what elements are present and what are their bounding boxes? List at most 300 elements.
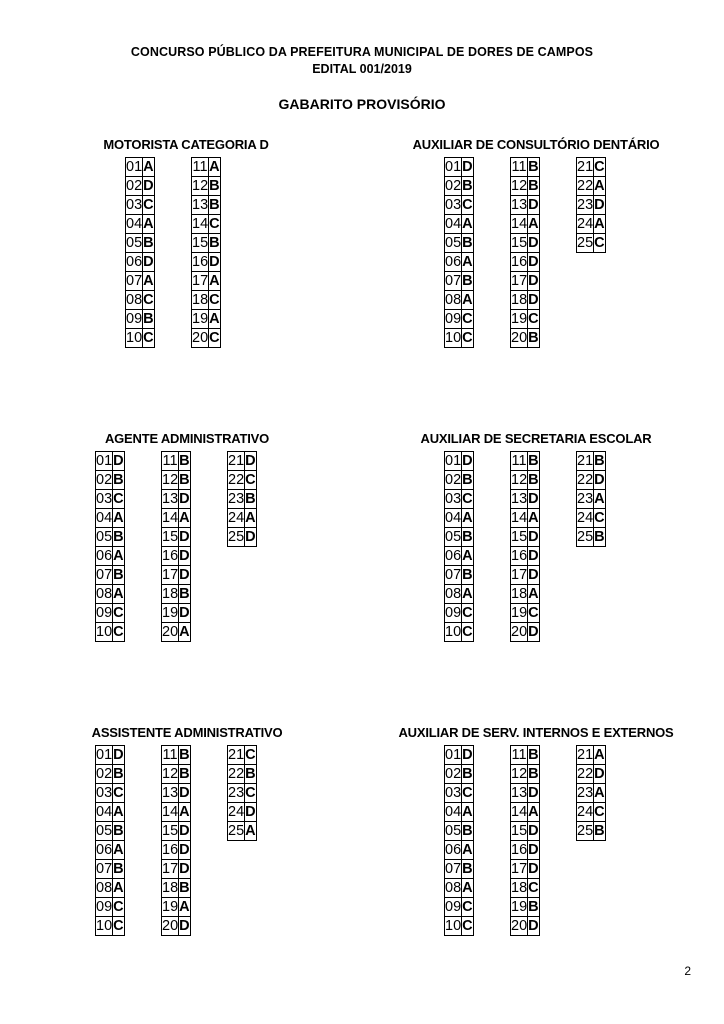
question-number: 02 xyxy=(96,472,113,488)
answer-letter: B xyxy=(143,311,154,327)
answer-letter: D xyxy=(528,567,539,583)
answer-letter: A xyxy=(143,216,154,232)
question-number: 19 xyxy=(511,605,528,621)
question-number: 09 xyxy=(445,899,462,915)
answer-letter: D xyxy=(179,861,190,877)
answer-letter: D xyxy=(113,453,124,469)
question-number: 09 xyxy=(445,605,462,621)
question-number: 24 xyxy=(577,216,594,232)
question-number: 19 xyxy=(511,311,528,327)
question-number: 05 xyxy=(445,823,462,839)
answer-row xyxy=(162,452,191,471)
question-number: 01 xyxy=(445,159,462,175)
answer-letter: C xyxy=(594,159,605,175)
answer-letter: C xyxy=(209,216,220,232)
question-number: 14 xyxy=(511,216,528,232)
answer-letter: B xyxy=(528,766,539,782)
answer-letter: B xyxy=(209,178,220,194)
answer-letter: A xyxy=(113,880,124,896)
answer-letter: C xyxy=(528,605,539,621)
answer-row xyxy=(445,822,474,841)
answer-row xyxy=(96,822,125,841)
answer-row xyxy=(192,177,221,196)
question-number: 15 xyxy=(511,529,528,545)
question-number: 13 xyxy=(511,491,528,507)
answer-row xyxy=(192,310,221,329)
question-number: 22 xyxy=(228,472,245,488)
question-number: 10 xyxy=(126,330,143,346)
answer-row xyxy=(192,158,221,177)
question-number: 09 xyxy=(445,311,462,327)
question-number: 16 xyxy=(511,842,528,858)
answer-row xyxy=(511,879,540,898)
answer-letter: B xyxy=(462,273,473,289)
answer-row xyxy=(162,860,191,879)
question-number: 16 xyxy=(192,254,209,270)
question-number: 15 xyxy=(511,823,528,839)
answer-row xyxy=(162,528,191,547)
answer-letter: B xyxy=(528,747,539,763)
question-number: 19 xyxy=(162,605,179,621)
answer-letter: D xyxy=(143,254,154,270)
question-number: 13 xyxy=(162,785,179,801)
question-number: 14 xyxy=(511,804,528,820)
question-number: 06 xyxy=(445,842,462,858)
answer-letter: D xyxy=(528,254,539,270)
question-number: 14 xyxy=(192,216,209,232)
question-number: 04 xyxy=(445,510,462,526)
answer-row xyxy=(162,490,191,509)
answer-letter: D xyxy=(528,823,539,839)
question-number: 08 xyxy=(96,880,113,896)
answer-letter: D xyxy=(594,197,605,213)
question-number: 08 xyxy=(445,880,462,896)
question-number: 05 xyxy=(96,823,113,839)
answer-letter: A xyxy=(179,510,190,526)
answer-row xyxy=(445,566,474,585)
question-number: 18 xyxy=(162,586,179,602)
answer-letter: A xyxy=(209,311,220,327)
answer-row xyxy=(192,329,221,348)
question-number: 25 xyxy=(577,529,594,545)
answer-row xyxy=(511,841,540,860)
question-number: 08 xyxy=(445,292,462,308)
answer-letter: C xyxy=(462,197,473,213)
question-number: 08 xyxy=(126,292,143,308)
answer-letter: D xyxy=(179,548,190,564)
answer-letter: C xyxy=(528,311,539,327)
section-title: AGENTE ADMINISTRATIVO xyxy=(104,431,270,446)
answer-column xyxy=(444,451,474,642)
answer-letter: A xyxy=(528,804,539,820)
answer-row xyxy=(228,803,257,822)
answer-letter: A xyxy=(245,510,256,526)
answer-letter: A xyxy=(179,804,190,820)
question-number: 20 xyxy=(511,918,528,934)
answer-row xyxy=(192,215,221,234)
question-number: 16 xyxy=(511,254,528,270)
answer-letter: A xyxy=(209,159,220,175)
answer-row xyxy=(162,547,191,566)
answer-letter: C xyxy=(462,785,473,801)
answer-row xyxy=(577,234,606,253)
question-number: 05 xyxy=(96,529,113,545)
answer-letter: B xyxy=(113,861,124,877)
question-number: 05 xyxy=(126,235,143,251)
answer-letter: C xyxy=(594,235,605,251)
section-title: AUXILIAR DE SERV. INTERNOS E EXTERNOS xyxy=(398,725,674,740)
answer-row xyxy=(511,272,540,291)
answer-row xyxy=(511,291,540,310)
answer-letter: A xyxy=(113,842,124,858)
question-number: 18 xyxy=(511,880,528,896)
answer-letter: B xyxy=(594,823,605,839)
question-number: 05 xyxy=(445,235,462,251)
question-number: 10 xyxy=(445,330,462,346)
answer-letter: A xyxy=(528,586,539,602)
section-title: AUXILIAR DE CONSULTÓRIO DENTÁRIO xyxy=(412,137,660,152)
answer-row xyxy=(445,860,474,879)
question-number: 24 xyxy=(228,804,245,820)
question-number: 20 xyxy=(511,330,528,346)
answer-row xyxy=(445,841,474,860)
answer-row xyxy=(162,746,191,765)
answer-letter: B xyxy=(462,823,473,839)
question-number: 11 xyxy=(511,453,527,469)
answer-row xyxy=(511,196,540,215)
question-number: 06 xyxy=(445,548,462,564)
answer-letter: D xyxy=(245,453,256,469)
answer-row xyxy=(445,234,474,253)
answer-letter: B xyxy=(143,235,154,251)
question-number: 12 xyxy=(511,766,528,782)
answer-row xyxy=(511,158,540,177)
answer-letter: B xyxy=(528,159,539,175)
answer-letter: C xyxy=(113,605,124,621)
answer-row xyxy=(96,509,125,528)
answer-letter: B xyxy=(245,491,256,507)
answer-row xyxy=(577,528,606,547)
answer-row xyxy=(577,158,606,177)
question-number: 19 xyxy=(162,899,179,915)
answer-letter: C xyxy=(594,804,605,820)
answer-row xyxy=(162,765,191,784)
question-number: 24 xyxy=(228,510,245,526)
answer-row xyxy=(511,917,540,936)
answer-row xyxy=(511,898,540,917)
header-edital: EDITAL 001/2019 xyxy=(312,62,412,76)
answer-letter: B xyxy=(528,899,539,915)
answer-row xyxy=(228,490,257,509)
answer-column xyxy=(510,451,540,642)
answer-row xyxy=(162,917,191,936)
answer-row xyxy=(511,528,540,547)
question-number: 21 xyxy=(577,159,594,175)
header-gabarito: GABARITO PROVISÓRIO xyxy=(278,96,446,112)
question-number: 13 xyxy=(511,785,528,801)
question-number: 24 xyxy=(577,804,594,820)
answer-row xyxy=(228,746,257,765)
answer-letter: D xyxy=(179,529,190,545)
answer-row xyxy=(577,452,606,471)
question-number: 25 xyxy=(228,529,245,545)
answer-letter: D xyxy=(245,804,256,820)
answer-letter: C xyxy=(143,292,154,308)
answer-row xyxy=(162,784,191,803)
answer-letter: D xyxy=(179,605,190,621)
answer-column xyxy=(576,745,606,841)
answer-row xyxy=(577,746,606,765)
answer-letter: C xyxy=(245,472,256,488)
answer-row xyxy=(96,547,125,566)
question-number: 11 xyxy=(511,747,527,763)
question-number: 03 xyxy=(96,785,113,801)
answer-letter: C xyxy=(245,747,256,763)
answer-letter: D xyxy=(113,747,124,763)
answer-letter: B xyxy=(209,235,220,251)
answer-letter: D xyxy=(179,491,190,507)
answer-column xyxy=(444,745,474,936)
answer-row xyxy=(445,253,474,272)
question-number: 20 xyxy=(511,624,528,640)
question-number: 09 xyxy=(96,899,113,915)
answer-row xyxy=(445,528,474,547)
answer-row xyxy=(511,566,540,585)
question-number: 02 xyxy=(445,766,462,782)
answer-letter: C xyxy=(594,510,605,526)
answer-row xyxy=(511,604,540,623)
answer-row xyxy=(577,509,606,528)
answer-letter: B xyxy=(528,178,539,194)
question-number: 15 xyxy=(192,235,209,251)
answer-row xyxy=(96,860,125,879)
header-title: CONCURSO PÚBLICO DA PREFEITURA MUNICIPAL DE DORES DE CAMPOS xyxy=(130,45,594,59)
answer-row xyxy=(96,879,125,898)
question-number: 05 xyxy=(445,529,462,545)
answer-letter: D xyxy=(209,254,220,270)
answer-row xyxy=(126,196,155,215)
answer-letter: B xyxy=(113,823,124,839)
answer-row xyxy=(96,528,125,547)
answer-letter: D xyxy=(462,747,473,763)
answer-letter: A xyxy=(113,548,124,564)
question-number: 14 xyxy=(511,510,528,526)
answer-row xyxy=(96,765,125,784)
question-number: 20 xyxy=(162,624,179,640)
answer-row xyxy=(162,879,191,898)
answer-row xyxy=(511,452,540,471)
answer-row xyxy=(577,490,606,509)
question-number: 21 xyxy=(577,453,594,469)
question-number: 06 xyxy=(445,254,462,270)
answer-row xyxy=(192,291,221,310)
answer-letter: D xyxy=(528,235,539,251)
question-number: 21 xyxy=(577,747,594,763)
answer-row xyxy=(162,898,191,917)
answer-letter: D xyxy=(179,823,190,839)
question-number: 08 xyxy=(445,586,462,602)
question-number: 23 xyxy=(577,785,594,801)
answer-letter: A xyxy=(528,216,539,232)
answer-letter: B xyxy=(209,197,220,213)
answer-letter: B xyxy=(594,529,605,545)
answer-row xyxy=(162,585,191,604)
question-number: 06 xyxy=(126,254,143,270)
answer-letter: D xyxy=(528,529,539,545)
question-number: 04 xyxy=(126,216,143,232)
answer-row xyxy=(445,509,474,528)
answer-letter: C xyxy=(462,899,473,915)
answer-column xyxy=(227,451,257,547)
answer-row xyxy=(445,490,474,509)
question-number: 13 xyxy=(511,197,528,213)
answer-row xyxy=(511,585,540,604)
answer-letter: D xyxy=(143,178,154,194)
answer-row xyxy=(192,272,221,291)
question-number: 15 xyxy=(162,529,179,545)
question-number: 09 xyxy=(126,311,143,327)
answer-letter: A xyxy=(462,586,473,602)
answer-letter: B xyxy=(113,529,124,545)
answer-row xyxy=(511,177,540,196)
answer-letter: B xyxy=(462,235,473,251)
answer-letter: D xyxy=(179,567,190,583)
answer-row xyxy=(577,822,606,841)
answer-row xyxy=(228,509,257,528)
answer-row xyxy=(511,234,540,253)
answer-row xyxy=(96,841,125,860)
answer-letter: C xyxy=(462,605,473,621)
answer-row xyxy=(445,329,474,348)
question-number: 25 xyxy=(577,823,594,839)
question-number: 13 xyxy=(162,491,179,507)
question-number: 22 xyxy=(577,766,594,782)
question-number: 02 xyxy=(96,766,113,782)
answer-row xyxy=(96,898,125,917)
question-number: 03 xyxy=(445,785,462,801)
answer-row xyxy=(577,803,606,822)
answer-letter: B xyxy=(462,861,473,877)
answer-letter: D xyxy=(179,842,190,858)
question-number: 17 xyxy=(162,567,179,583)
question-number: 20 xyxy=(162,918,179,934)
question-number: 22 xyxy=(577,178,594,194)
question-number: 12 xyxy=(162,766,179,782)
answer-letter: C xyxy=(143,197,154,213)
question-number: 18 xyxy=(511,292,528,308)
question-number: 02 xyxy=(445,472,462,488)
answer-row xyxy=(511,253,540,272)
question-number: 20 xyxy=(192,330,209,346)
question-number: 23 xyxy=(228,785,245,801)
answer-row xyxy=(192,234,221,253)
answer-letter: D xyxy=(528,624,539,640)
question-number: 07 xyxy=(96,861,113,877)
answer-row xyxy=(445,898,474,917)
answer-row xyxy=(511,215,540,234)
answer-row xyxy=(228,528,257,547)
question-number: 22 xyxy=(577,472,594,488)
answer-row xyxy=(96,452,125,471)
question-number: 12 xyxy=(511,178,528,194)
answer-column xyxy=(161,745,191,936)
answer-row xyxy=(445,547,474,566)
answer-row xyxy=(577,765,606,784)
answer-column xyxy=(191,157,221,348)
question-number: 03 xyxy=(96,491,113,507)
answer-letter: C xyxy=(462,311,473,327)
answer-letter: A xyxy=(143,159,154,175)
answer-letter: A xyxy=(462,510,473,526)
answer-row xyxy=(228,452,257,471)
question-number: 01 xyxy=(126,159,143,175)
answer-column xyxy=(95,745,125,936)
answer-row xyxy=(445,604,474,623)
section-title: MOTORISTA CATEGORIA D xyxy=(103,137,269,152)
answer-letter: A xyxy=(594,785,605,801)
answer-letter: B xyxy=(179,766,190,782)
answer-letter: A xyxy=(143,273,154,289)
answer-letter: A xyxy=(113,804,124,820)
answer-row xyxy=(445,452,474,471)
answer-row xyxy=(192,196,221,215)
question-number: 18 xyxy=(511,586,528,602)
question-number: 03 xyxy=(445,491,462,507)
answer-letter: A xyxy=(462,216,473,232)
answer-letter: A xyxy=(179,624,190,640)
answer-row xyxy=(162,841,191,860)
answer-row xyxy=(577,784,606,803)
answer-letter: A xyxy=(209,273,220,289)
answer-letter: B xyxy=(245,766,256,782)
answer-letter: B xyxy=(179,586,190,602)
question-number: 10 xyxy=(96,918,113,934)
answer-letter: D xyxy=(528,842,539,858)
answer-row xyxy=(445,879,474,898)
answer-row xyxy=(577,177,606,196)
answer-row xyxy=(511,860,540,879)
answer-row xyxy=(511,822,540,841)
answer-row xyxy=(511,765,540,784)
question-number: 03 xyxy=(445,197,462,213)
answer-letter: B xyxy=(179,880,190,896)
question-number: 17 xyxy=(511,273,528,289)
question-number: 13 xyxy=(192,197,209,213)
answer-row xyxy=(96,585,125,604)
question-number: 01 xyxy=(445,747,462,763)
answer-letter: B xyxy=(113,766,124,782)
question-number: 11 xyxy=(162,747,178,763)
answer-letter: D xyxy=(528,785,539,801)
answer-letter: C xyxy=(143,330,154,346)
answer-row xyxy=(511,784,540,803)
answer-letter: C xyxy=(113,899,124,915)
answer-column xyxy=(576,157,606,253)
question-number: 15 xyxy=(511,235,528,251)
question-number: 04 xyxy=(96,804,113,820)
question-number: 04 xyxy=(445,804,462,820)
answer-row xyxy=(511,490,540,509)
answer-column xyxy=(510,157,540,348)
question-number: 16 xyxy=(511,548,528,564)
answer-row xyxy=(162,509,191,528)
answer-row xyxy=(96,917,125,936)
question-number: 24 xyxy=(577,510,594,526)
answer-row xyxy=(126,234,155,253)
answer-row xyxy=(162,803,191,822)
answer-letter: D xyxy=(179,785,190,801)
question-number: 15 xyxy=(162,823,179,839)
